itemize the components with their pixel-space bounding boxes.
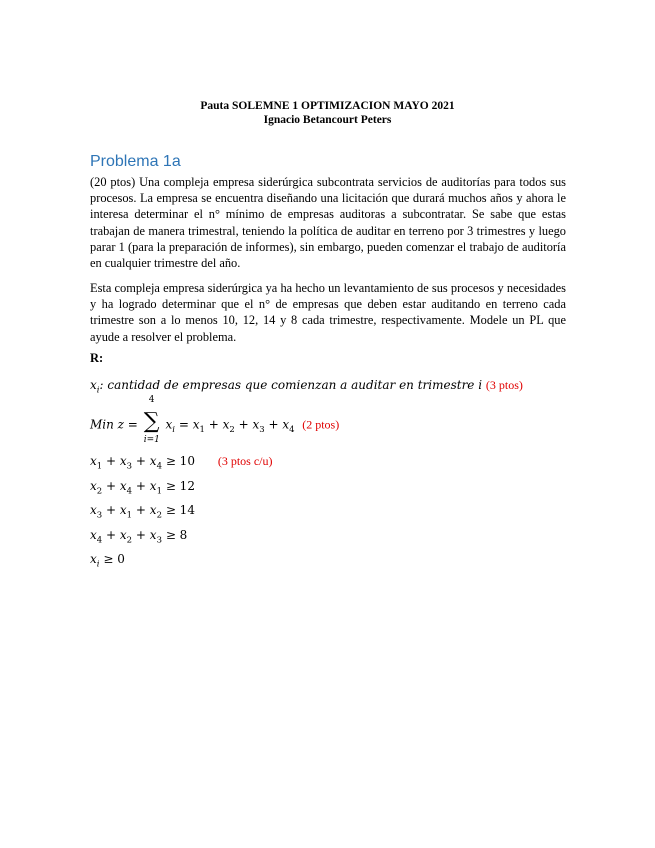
constraint-1: $x_1 + x_3 + x_4 \ge 10$ (3 ptos c/u) [90, 454, 273, 472]
constraint-4: $x_4 + x_2 + x_3 \ge 8$ [90, 528, 188, 546]
sum-upper: 4 [148, 395, 155, 405]
objective-points: (2 ptos) [302, 417, 340, 432]
sum-lower: i=1 [143, 435, 160, 445]
answer-label: R: [90, 351, 104, 365]
var-text: : cantidad de empresas que comienzan a auditar en trimestre i [99, 378, 483, 392]
problem-paragraph-1: (20 ptos) Una compleja empresa siderúrgica subcontrata servicios de auditorías para todos sus procesos. La empresa se encuentra diseñando una licitación que durará muchos años y ahora le interesa determinar el n° mínimo de empresas auditoras a subcontratar. Se sabe que estas trabajan de manera trimestral, teniendo la política de auditar en terreno por 3 trimestres y luego parar 1 (para la preparación de informes), sin embargo, pueden comenzar el trabajo de auditoría en cualquier trimestre del año. [90, 175, 566, 271]
sum-symbol [143, 395, 160, 445]
document-header-title: Pauta SOLEMNE 1 OPTIMIZACION MAYO 2021 [200, 100, 455, 112]
variable-definition [90, 378, 523, 395]
var-points: (3 ptos) [485, 378, 523, 392]
problem-paragraph-2: Esta compleja empresa siderúrgica ya ha hecho un levantamiento de sus procesos y necesidades y ha logrado determinar que el n° de empresas que deben estar auditando en terreno cada trimestre son a lo menos 10, 12, 14 y 8 cada trimestre, respectivamente. Modele un PL que ayude a resolver el problema. [90, 281, 566, 344]
var-sub: i [96, 385, 100, 396]
constraint-nonnegativity: $x_i \ge 0$ [90, 552, 125, 570]
sigma-icon: ∑ [143, 409, 160, 434]
objective-lhs: Min z = [90, 417, 138, 432]
var-symbol: x [90, 378, 97, 392]
objective-function: Min z = 4 ∑ i=1 $x_i = x_1 + x_2 + x_3 + x_4$ (2 ptos) [90, 395, 340, 445]
section-title: Problema 1a [90, 153, 181, 170]
constraint-3: $x_3 + x_1 + x_2 \ge 14$ [90, 503, 195, 521]
constraints-points: (3 ptos c/u) [217, 454, 273, 468]
document-header-author: Ignacio Betancourt Peters [263, 114, 392, 126]
constraint-2: $x_2 + x_4 + x_1 \ge 12$ [90, 479, 195, 497]
